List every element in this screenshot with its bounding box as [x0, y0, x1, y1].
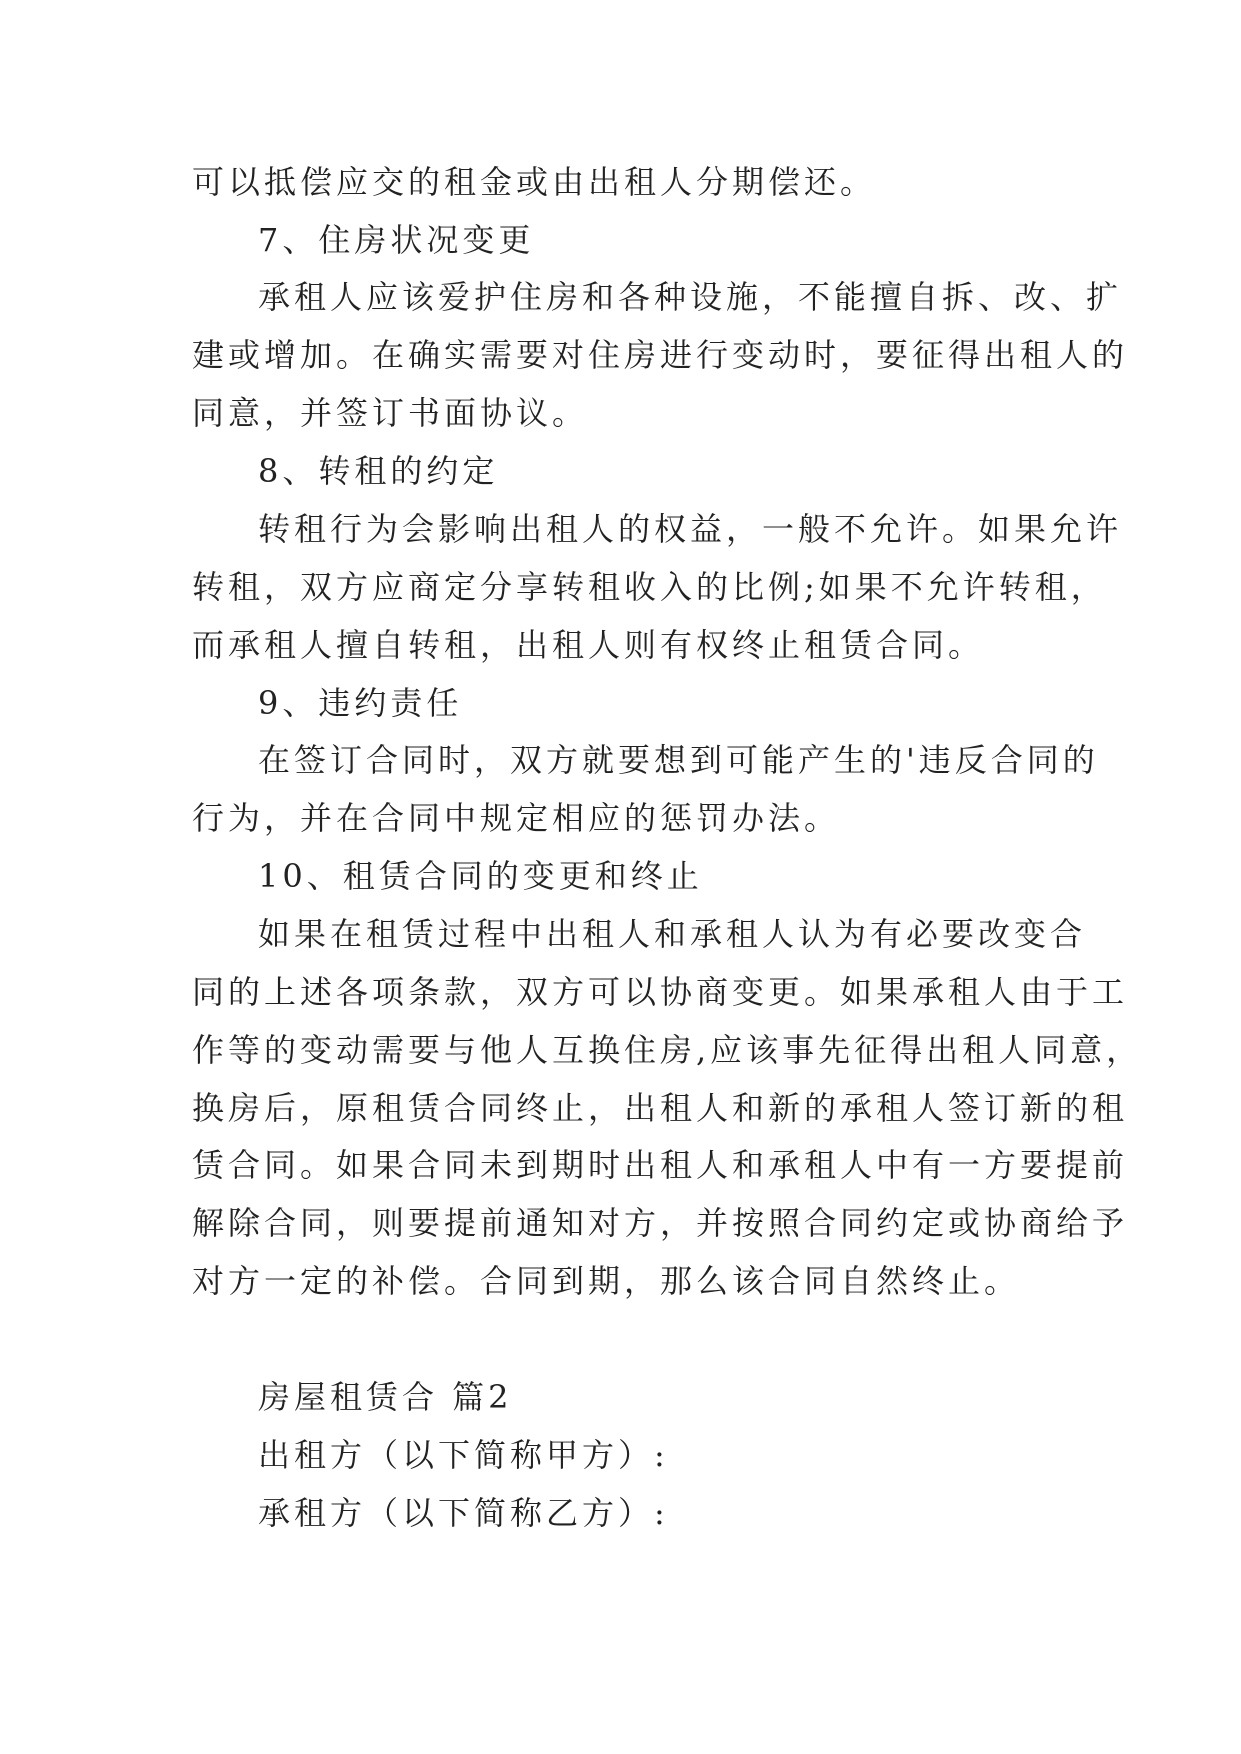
paragraph-line: 同意，并签订书面协议。: [192, 394, 589, 432]
lessor-label: 出租方（以下简称甲方）:: [258, 1436, 669, 1474]
paragraph-line: 对方一定的补偿。合同到期，那么该合同自然终止。: [192, 1262, 1021, 1300]
contract-title: 房屋租赁合 篇2: [258, 1378, 513, 1416]
paragraph-line: 解除合同，则要提前通知对方，并按照合同约定或协商给予: [192, 1204, 1129, 1242]
paragraph-line: 建或增加。在确实需要对住房进行变动时，要征得出租人的: [192, 336, 1129, 374]
section-heading-9: 9、违约责任: [258, 684, 463, 722]
lessee-label: 承租方（以下简称乙方）:: [258, 1494, 669, 1532]
paragraph-line: 承租人应该爱护住房和各种设施，不能擅自拆、改、扩: [258, 278, 1123, 316]
section-heading-8: 8、转租的约定: [258, 452, 499, 490]
paragraph-line: 同的上述各项条款，双方可以协商变更。如果承租人由于工: [192, 973, 1129, 1011]
section-heading-10: 10、租赁合同的变更和终止: [258, 857, 703, 895]
paragraph-line: 赁合同。如果合同未到期时出租人和承租人中有一方要提前: [192, 1146, 1129, 1184]
paragraph-line: 作等的变动需要与他人互换住房,应该事先征得出租人同意，: [192, 1031, 1143, 1069]
paragraph-line: 转租行为会影响出租人的权益，一般不允许。如果允许: [258, 510, 1123, 548]
paragraph-line: 如果在租赁过程中出租人和承租人认为有必要改变合: [258, 915, 1087, 953]
section-heading-7: 7、住房状况变更: [258, 221, 535, 259]
paragraph-line: 在签订合同时，双方就要想到可能产生的'违反合同的: [258, 741, 1099, 779]
paragraph-line: 行为，并在合同中规定相应的惩罚办法。: [192, 799, 841, 837]
paragraph-line: 转租，双方应商定分享转租收入的比例;如果不允许转租，: [192, 568, 1107, 606]
paragraph-line: 可以抵偿应交的租金或由出租人分期偿还。: [192, 163, 877, 201]
paragraph-line: 而承租人擅自转租，出租人则有权终止租赁合同。: [192, 626, 985, 664]
paragraph-line: 换房后，原租赁合同终止，出租人和新的承租人签订新的租: [192, 1089, 1129, 1127]
